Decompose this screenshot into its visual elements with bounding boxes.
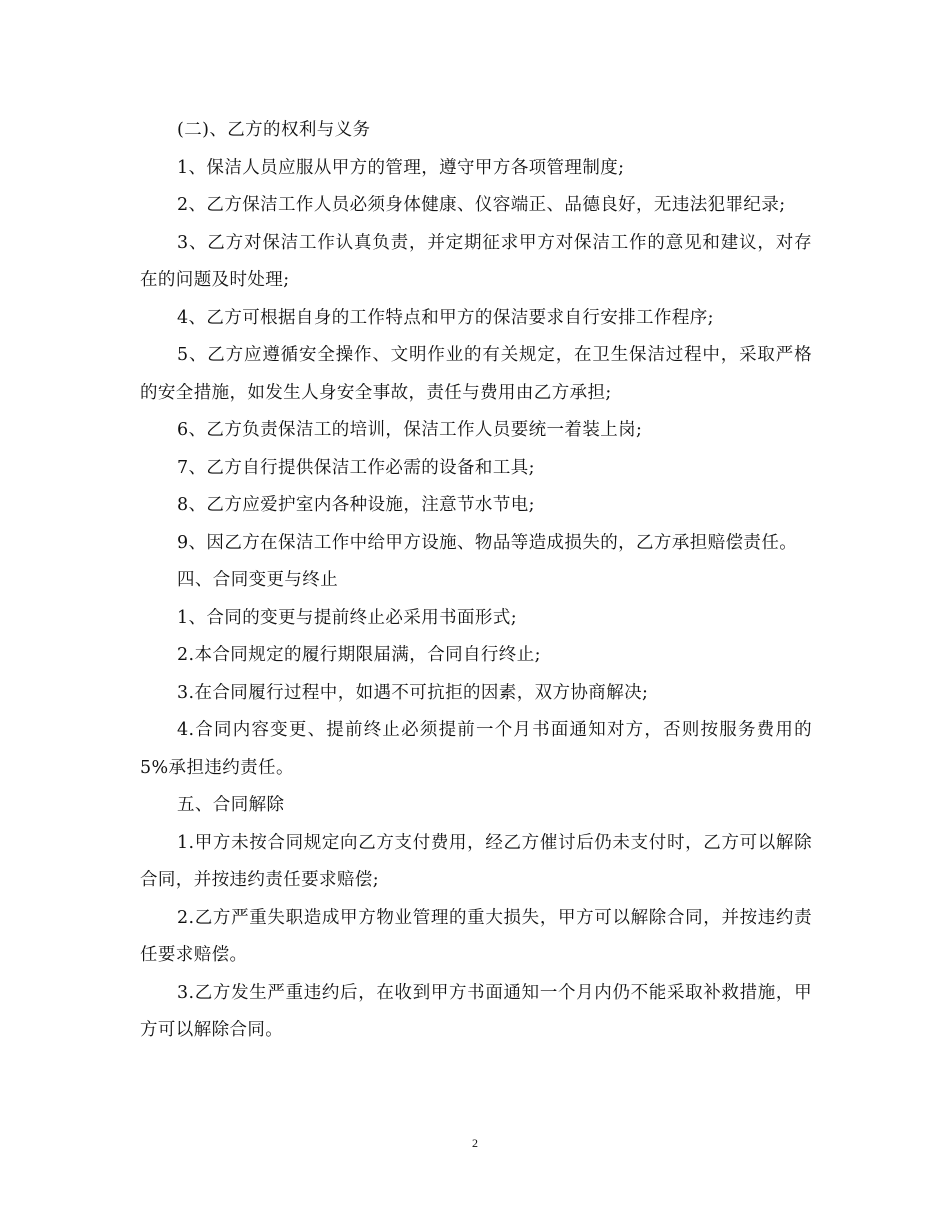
clause-paragraph: 9、因乙方在保洁工作中给甲方设施、物品等造成损失的，乙方承担赔偿责任。 [177,532,798,553]
clause-paragraph: 8、乙方应爱护室内各种设施，注意节水节电; [177,495,535,515]
clause-paragraph: 2.本合同规定的履行期限届满，合同自行终止; [177,645,541,665]
clause-paragraph: 5、乙方应遵循安全操作、文明作业的有关规定，在卫生保洁过程中，采取严格的安全措施，如发生人身安全事故，责任与费用由乙方承担; [140,345,812,403]
clause-paragraph: 3.在合同履行过程中，如遇不可抗拒的因素，双方协商解决; [177,682,649,703]
clause-paragraph: 1、保洁人员应服从甲方的管理，遵守甲方各项管理制度; [177,157,625,178]
document-body [140,112,812,1050]
clause-paragraph: 4.合同内容变更、提前终止必须提前一个月书面通知对方，否则按服务费用的5%承担违约责任。 [140,720,812,778]
clause-paragraph: 1、合同的变更与提前终止必采用书面形式; [177,607,518,628]
clause-paragraph: 3、乙方对保洁工作认真负责，并定期征求甲方对保洁工作的意见和建议，对存在的问题及时处理; [140,232,812,290]
clause-paragraph: 1.甲方未按合同规定向乙方支付费用，经乙方催讨后仍未支付时，乙方可以解除合同，并按违约责任要求赔偿; [140,832,812,890]
page-number: 2 [472,1136,478,1150]
clause-paragraph: 6、乙方负责保洁工的培训，保洁工作人员要统一着装上岗; [177,420,643,440]
clause-paragraph: 3.乙方发生严重违约后，在收到甲方书面通知一个月内仍不能采取补救措施，甲方可以解除合同。 [140,982,812,1040]
section-heading: (二)、乙方的权利与义务 [177,120,371,140]
clause-paragraph: 4、乙方可根据自身的工作特点和甲方的保洁要求自行安排工作程序; [177,307,714,328]
clause-paragraph: 7、乙方自行提供保洁工作必需的设备和工具; [177,457,535,478]
section-heading: 五、合同解除 [177,795,285,815]
clause-paragraph: 2.乙方严重失职造成甲方物业管理的重大损失，甲方可以解除合同，并按违约责任要求赔偿。 [140,907,812,965]
clause-paragraph: 2、乙方保洁工作人员必须身体健康、仪容端正、品德良好，无违法犯罪纪录; [177,195,786,215]
section-heading: 四、合同变更与终止 [177,570,339,590]
